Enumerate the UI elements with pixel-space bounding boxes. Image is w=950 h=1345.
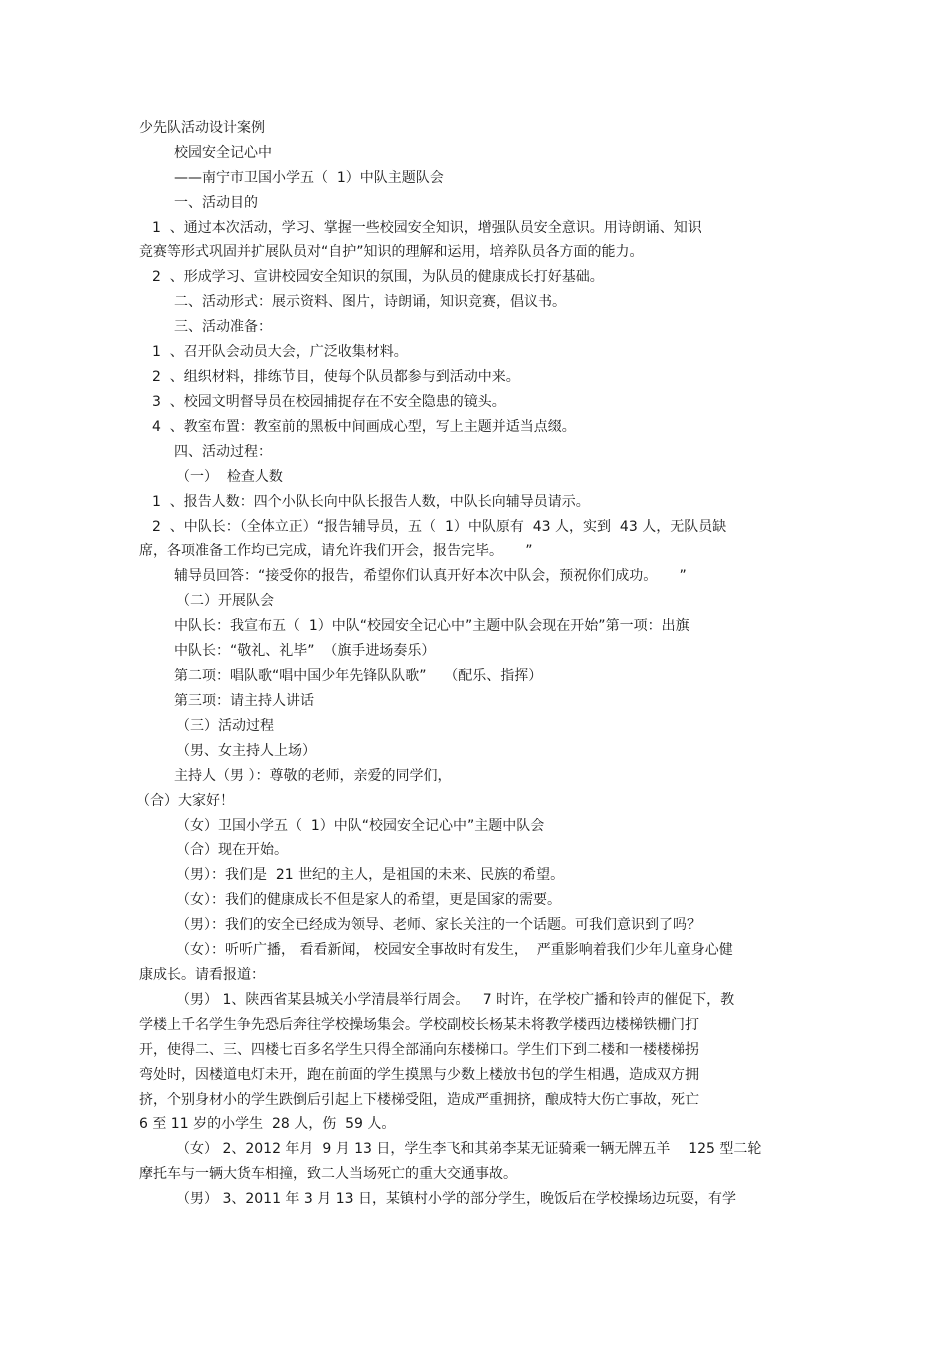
doc-title: 少先队活动设计案例	[139, 120, 265, 136]
paragraph-line: 1 、通过本次活动，学习、掌握一些校园安全知识，增强队员安全意识。用诗朗诵、知识	[152, 220, 702, 236]
paragraph-line: （合）现在开始。	[176, 842, 288, 858]
paragraph-line: 4 、教室布置：教室前的黑板中间画成心型，写上主题并适当点缀。	[152, 419, 576, 435]
paragraph-line: 弯处时，因楼道电灯未开，跑在前面的学生摸黑与少数上楼放书包的学生相遇，造成双方拥	[139, 1067, 699, 1083]
paragraph-line: 2 、形成学习、宣讲校园安全知识的氛围，为队员的健康成长打好基础。	[152, 269, 604, 285]
paragraph-line: 中队长：我宣布五（ 1）中队“校园安全记心中”主题中队会现在开始”第一项：出旗	[174, 618, 690, 634]
paragraph-line: 康成长。请看报道：	[139, 967, 265, 983]
paragraph-line: 1 、报告人数：四个小队长向中队长报告人数，中队长向辅导员请示。	[152, 494, 590, 510]
subsection-heading: （三）活动过程	[176, 718, 274, 734]
section-heading: 三、活动准备：	[174, 319, 272, 335]
paragraph-line: （女）：我们的健康成长不但是家人的希望，更是国家的需要。	[176, 892, 561, 908]
paragraph-line: 席，各项准备工作均已完成，请允许我们开会，报告完毕。 ”	[139, 543, 533, 559]
paragraph-line: （男）：我们的安全已经成为领导、老师、家长关注的一个话题。可我们意识到了吗？	[176, 917, 701, 933]
paragraph-line: 6 至 11 岁的小学生 28 人，伤 59 人。	[139, 1116, 396, 1132]
paragraph-line: （女）卫国小学五（ 1）中队“校园安全记心中”主题中队会	[176, 818, 545, 834]
paragraph-line: （男）：我们是 21 世纪的主人，是祖国的未来、民族的希望。	[176, 867, 565, 883]
paragraph-line: 辅导员回答：“接受你的报告，希望你们认真开好本次中队会，预祝你们成功。 ”	[174, 568, 687, 584]
paragraph-line: 第三项：请主持人讲话	[174, 693, 314, 709]
paragraph-line: 3 、校园文明督导员在校园捕捉存在不安全隐患的镜头。	[152, 394, 506, 410]
paragraph-line: （女） 2、2012 年月 9 月 13 日，学生李飞和其弟李某无证骑乘一辆无牌五羊 125 型二轮	[176, 1141, 762, 1157]
paragraph-line: 主持人（男 ）：尊敬的老师，亲爱的同学们，	[174, 768, 452, 784]
subsection-heading: （二）开展队会	[176, 593, 274, 609]
doc-subtitle: 校园安全记心中	[174, 145, 272, 161]
paragraph-line: （合）大家好！	[136, 793, 234, 809]
paragraph-line: 第二项：唱队歌“唱中国少年先锋队队歌” （配乐、指挥）	[174, 668, 543, 684]
paragraph-line: 挤，个别身材小的学生跌倒后引起上下楼梯受阻，造成严重拥挤，酿成特大伤亡事故，死亡	[139, 1092, 699, 1108]
paragraph-line: 1 、召开队会动员大会，广泛收集材料。	[152, 344, 408, 360]
subsection-heading: （一） 检查人数	[176, 469, 283, 485]
paragraph-line: 摩托车与一辆大货车相撞，致二人当场死亡的重大交通事故。	[139, 1166, 517, 1182]
paragraph-line: 学楼上千名学生争先恐后奔往学校操场集会。学校副校长杨某未将教学楼西边楼梯铁栅门打	[139, 1017, 699, 1033]
paragraph-line: （男） 1、陕西省某县城关小学清晨举行周会。 7 时许，在学校广播和铃声的催促下，教	[176, 992, 735, 1008]
section-heading: 四、活动过程：	[174, 444, 272, 460]
paragraph-line: 2 、中队长：（全体立正）“报告辅导员，五（ 1）中队原有 43 人，实到 43 人，无队员缺	[152, 519, 727, 535]
paragraph-line: 竞赛等形式巩固并扩展队员对“自护”知识的理解和运用，培养队员各方面的能力。	[139, 244, 644, 260]
doc-byline: ——南宁市卫国小学五（ 1）中队主题队会	[174, 170, 444, 186]
paragraph-line: 开，使得二、三、四楼七百多名学生只得全部涌向东楼梯口。学生们下到二楼和一楼楼梯拐	[139, 1042, 699, 1058]
paragraph-line: 2 、组织材料，排练节目，使每个队员都参与到活动中来。	[152, 369, 520, 385]
paragraph-line: （男） 3、2011 年 3 月 13 日，某镇村小学的部分学生，晚饭后在学校操场边玩耍，有学	[176, 1191, 736, 1207]
paragraph-line: 中队长：“敬礼、礼毕” （旗手进场奏乐）	[174, 643, 436, 659]
section-heading: 一、活动目的	[174, 195, 258, 211]
section-heading: 二、活动形式：展示资料、图片，诗朗诵，知识竞赛，倡议书。	[174, 294, 566, 310]
paragraph-line: （女）：听听广播， 看看新闻， 校园安全事故时有发生， 严重影响着我们少年儿童身心健	[176, 942, 733, 958]
paragraph-line: （男、女主持人上场）	[176, 743, 316, 759]
